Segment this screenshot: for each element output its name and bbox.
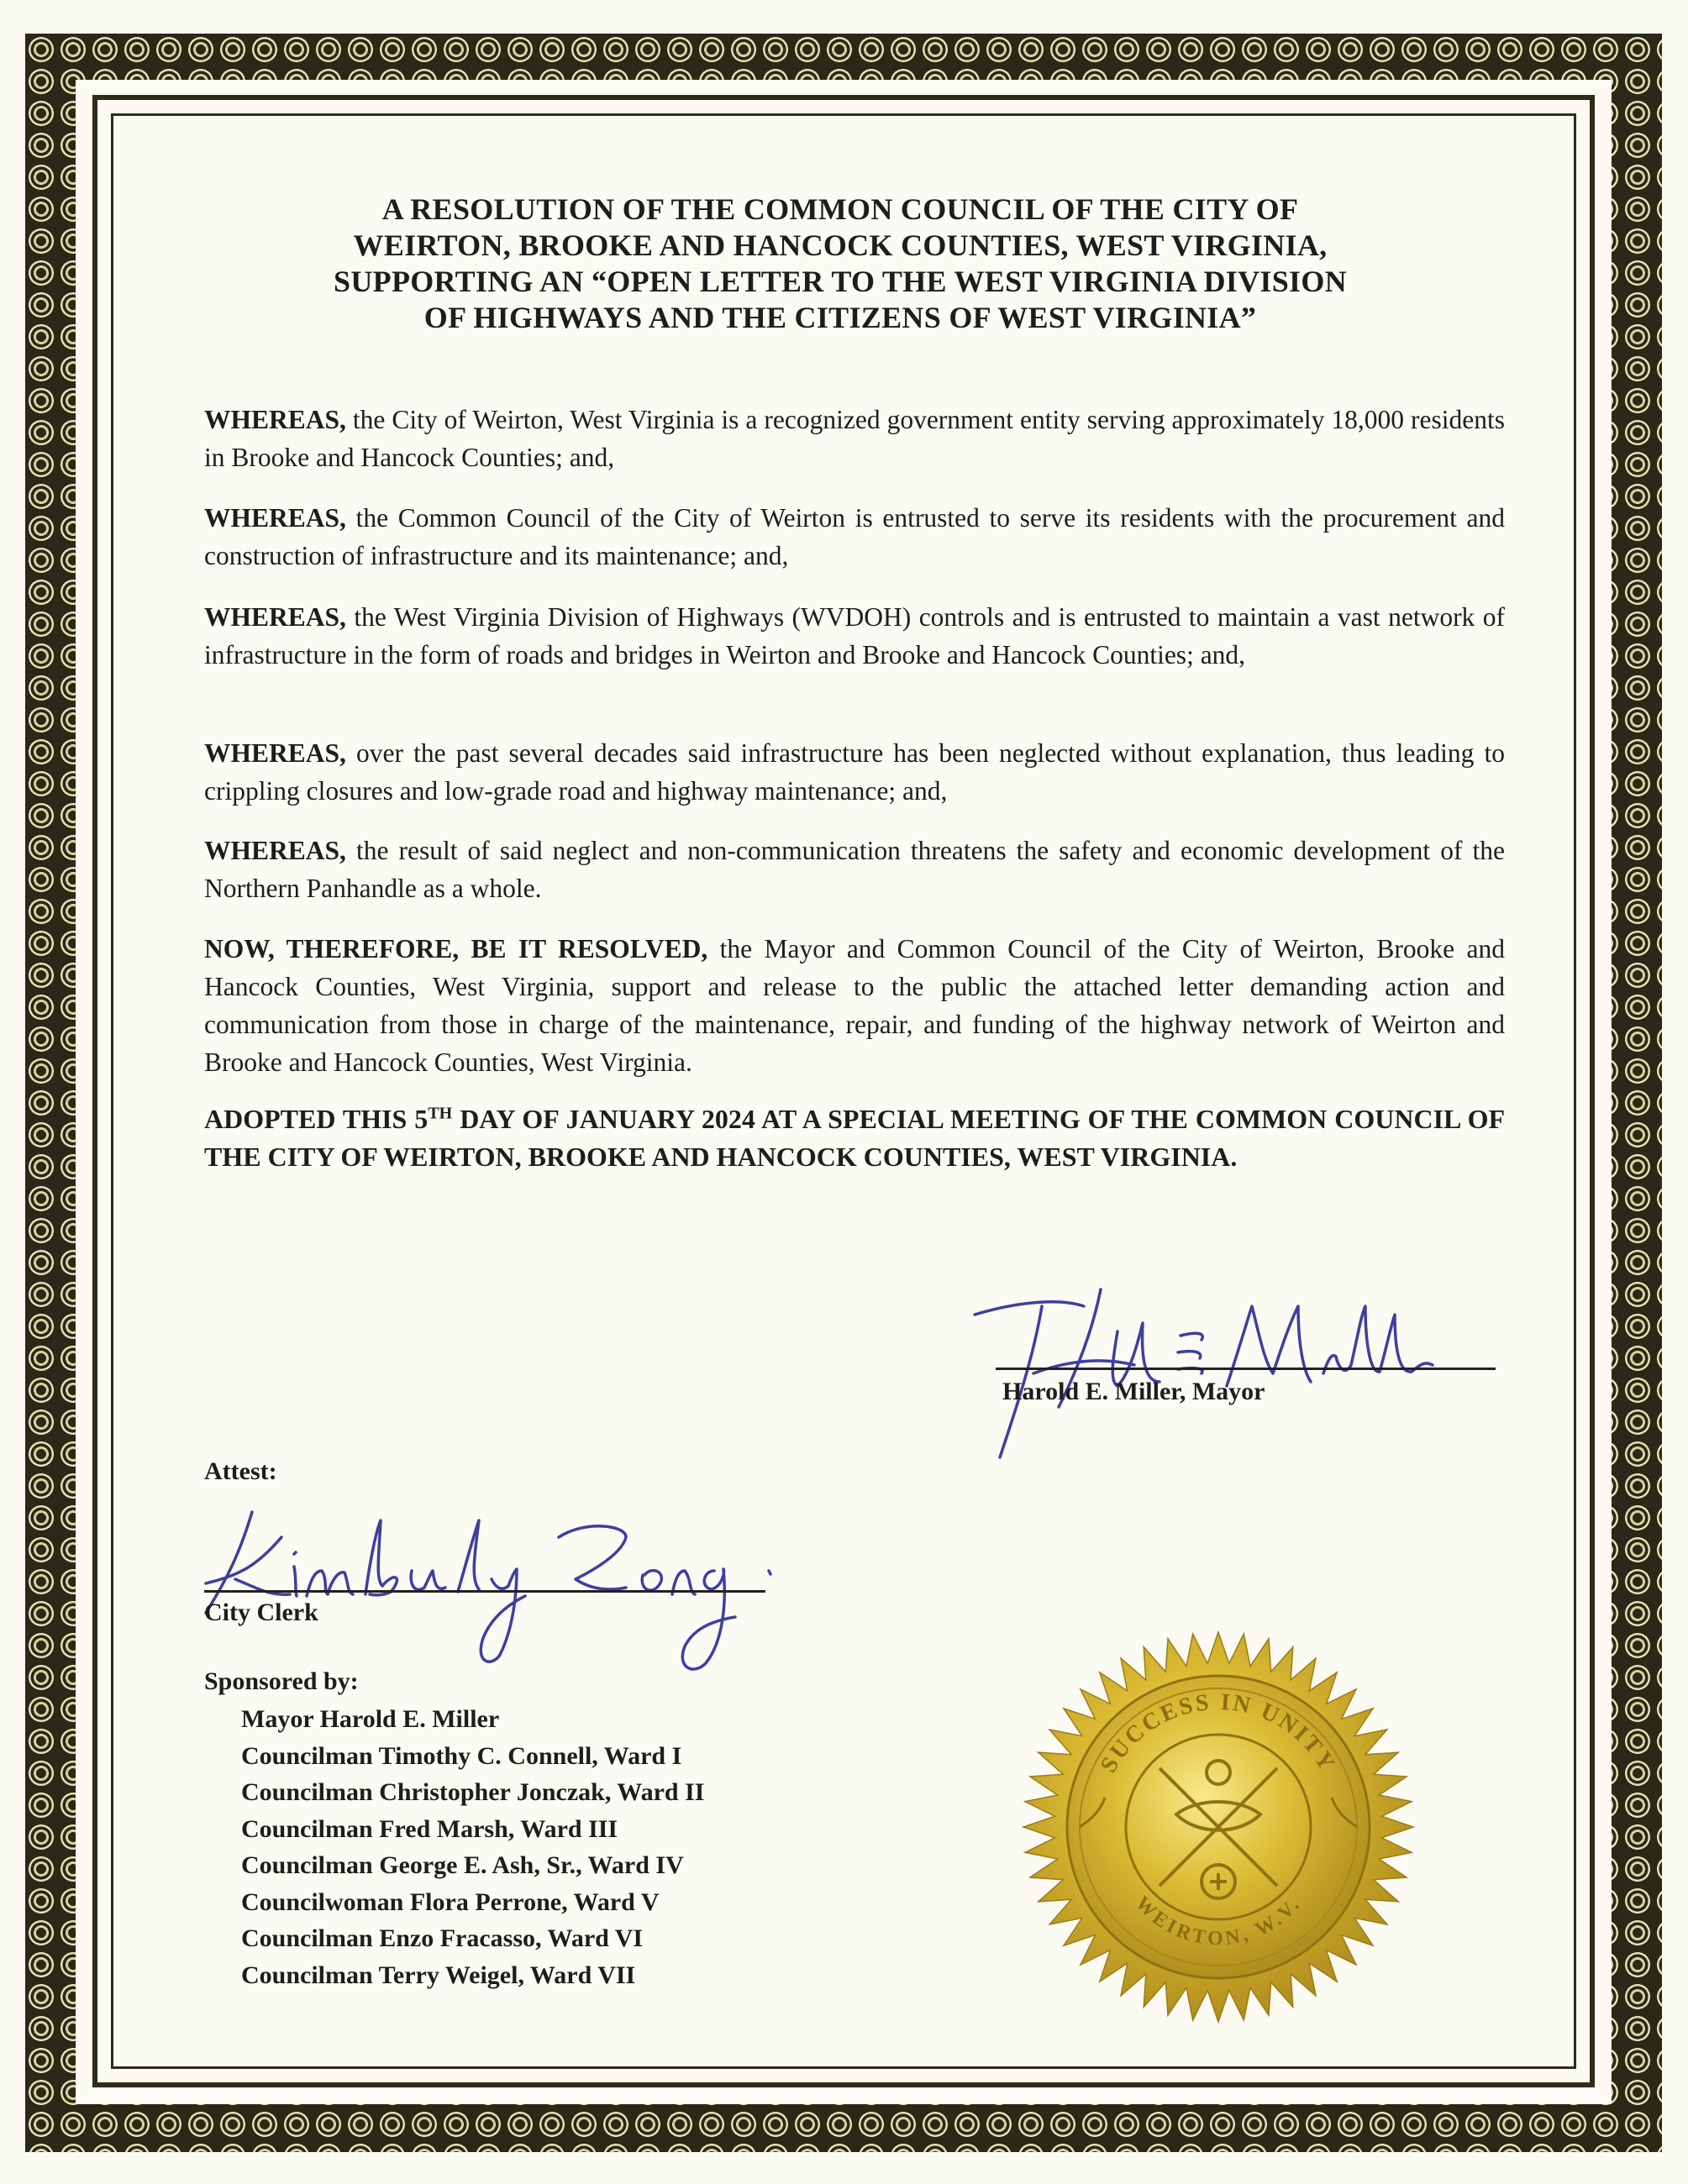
seal-city-name: WEIRTON, W.V. [1130,1892,1306,1950]
clerk-signature-line [204,1590,765,1593]
city-gold-seal [1021,1630,1416,2024]
whereas-clause-5 [204,832,1505,907]
clause-lead: WHEREAS, [204,836,346,865]
sponsor-name: Councilman Terry Weigel, Ward VII [241,1961,636,1989]
whereas-clause-3 [204,598,1505,674]
clause-text: the result of said neglect and non-communication threatens the safety and economic development of the Northern Panhandle as a whole. [204,836,1505,903]
title-line: OF HIGHWAYS AND THE CITIZENS OF WEST VIRGINIA” [423,301,1257,334]
sponsor-name: Mayor Harold E. Miller [241,1705,500,1733]
mayor-signature-line [996,1368,1496,1370]
clause-lead: WHEREAS, [204,602,346,632]
mayor-name-label: Harold E. Miller, Mayor [1002,1378,1265,1405]
mayor-signature [949,1281,1470,1466]
adopted-text-end: DAY OF JANUARY 2024 AT A SPECIAL MEETING OF THE COMMON COUNCIL OF THE CITY OF WEIRTON, BROOKE AND HANCOCK COUNTIES, WEST VIRGINIA. [204,1104,1506,1172]
clause-lead: WHEREAS, [204,738,346,768]
title-line: SUPPORTING AN “OPEN LETTER TO THE WEST VIRGINIA DIVISION [334,265,1347,298]
clerk-signature [189,1487,794,1680]
clause-text: over the past several decades said infrastructure has been neglected without explanation, thus leading to crippling closures and low-grade road and highway maintenance; and, [204,738,1505,806]
clause-lead: WHEREAS, [204,503,346,533]
clause-text: the City of Weirton, West Virginia is a recognized government entity serving approximately 18,000 residents in Brooke and Hancock Counties; and, [204,405,1505,472]
clause-lead: NOW, THEREFORE, BE IT RESOLVED, [204,934,708,963]
clause-text: the Common Council of the City of Weirton is entrusted to serve its residents with the procurement and construction of infrastructure and its maintenance; and, [204,503,1505,570]
sponsors-heading: Sponsored by: [204,1667,359,1695]
sponsor-name: Councilwoman Flora Perrone, Ward V [241,1887,660,1916]
sponsor-name: Councilman Fred Marsh, Ward III [241,1814,618,1843]
title-line: WEIRTON, BROOKE AND HANCOCK COUNTIES, WEST VIRGINIA, [353,228,1328,262]
attest-label: Attest: [204,1457,277,1485]
title-line: A RESOLUTION OF THE COMMON COUNCIL OF THE CITY OF [381,192,1299,226]
adoption-statement [204,1100,1505,1176]
whereas-clause-1 [204,401,1505,476]
sponsors-list [241,1701,704,1993]
clerk-label: City Clerk [204,1599,318,1626]
sponsor-name: Councilman Enzo Fracasso, Ward VI [241,1924,644,1952]
adopted-text-start: ADOPTED THIS 5 [204,1104,429,1134]
sponsor-name: Councilman Timothy C. Connell, Ward I [241,1741,682,1770]
seal-motto: SUCCESS IN UNITY [1095,1688,1342,1777]
resolved-clause [204,930,1505,1081]
sponsor-name: Councilman George E. Ash, Sr., Ward IV [241,1851,684,1879]
sponsor-name: Councilman Christopher Jonczak, Ward II [241,1778,705,1806]
clause-lead: WHEREAS, [204,405,346,434]
resolution-title [252,192,1428,336]
whereas-clause-4 [204,734,1505,810]
whereas-clause-2 [204,499,1505,575]
clause-text: the Mayor and Common Council of the City of Weirton, Brooke and Hancock Counties, West Virginia, support and release to the public the attached letter demanding action and communication from those in charge of the maintenance, repair, and funding of the highway network of Weirton and Brooke and Hancock Counties, West Virginia. [204,934,1505,1077]
clause-text: the West Virginia Division of Highways (WVDOH) controls and is entrusted to maintain a vast network of infrastructure in the form of roads and bridges in Weirton and Brooke and Hancock Counties; and, [204,602,1505,669]
adopted-ordinal: TH [428,1104,453,1123]
